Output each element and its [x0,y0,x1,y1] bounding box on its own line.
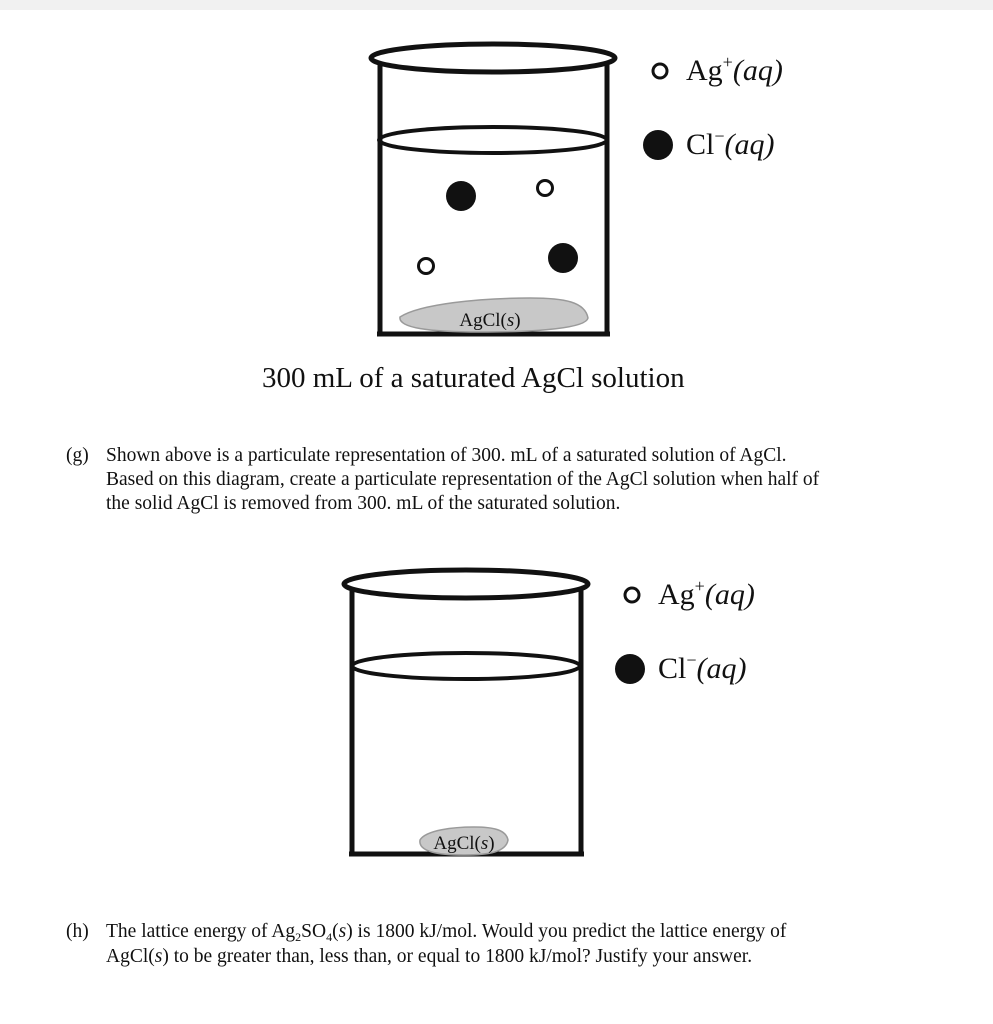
question-g [66,444,926,516]
question-g-label: (g) [66,445,89,466]
top-edge-bar [0,0,993,10]
beaker-top [360,36,630,346]
question-g-line-1: (g) Shown above is a particulate representation of 300. mL of a saturated solution of AgCl. [66,445,787,466]
legend-cl-top [642,128,775,162]
question-g-line-2: Based on this diagram, create a particulate representation of the AgCl solution when half of [106,469,820,490]
filled-circle-icon [614,653,646,685]
beaker-bottom [334,562,604,872]
legend-ag-top [650,54,783,88]
beaker-bottom-liquid-surface [352,653,580,679]
question-h-line-1: (h) The lattice energy of $Ag_2SO_4(s)$ is 1800 kJ/mol. Would you predict the lattice energy of [66,921,787,944]
legend-ag-bottom [622,578,755,612]
filled-circle-icon [642,129,674,161]
beaker-top-rim [371,44,615,72]
question-h-line-2: AgCl(s) to be greater than, less than, or equal to 1800 kJ/mol? Justify your answer. [106,946,753,967]
legend-ag-label-top: Ag+(aq) [686,52,783,87]
ag-ion-particle [419,259,434,274]
beaker-bottom-rim [344,570,588,598]
question-h-label: (h) [66,921,89,942]
diagram-caption: 300 mL of a saturated AgCl solution [262,362,685,394]
legend-cl-label-top: Cl−(aq) [686,126,775,161]
legend-ag-label-bottom: Ag+(aq) [658,576,755,611]
cl-ion-particle [446,181,476,211]
ag-ion-particle [538,181,553,196]
question-h [66,920,926,969]
legend-cl-label-bottom: Cl−(aq) [658,650,747,685]
legend-cl-bottom [614,652,747,686]
question-g-line-3: the solid AgCl is removed from 300. mL of the saturated solution. [106,493,621,514]
hollow-circle-icon [650,61,670,81]
agcl-solid-label-bottom: AgCl(s) [433,833,495,854]
agcl-solid-label-top: AgCl(s) [459,310,521,331]
beaker-top-liquid-surface [379,127,607,153]
hollow-circle-icon [622,585,642,605]
cl-ion-particle [548,243,578,273]
